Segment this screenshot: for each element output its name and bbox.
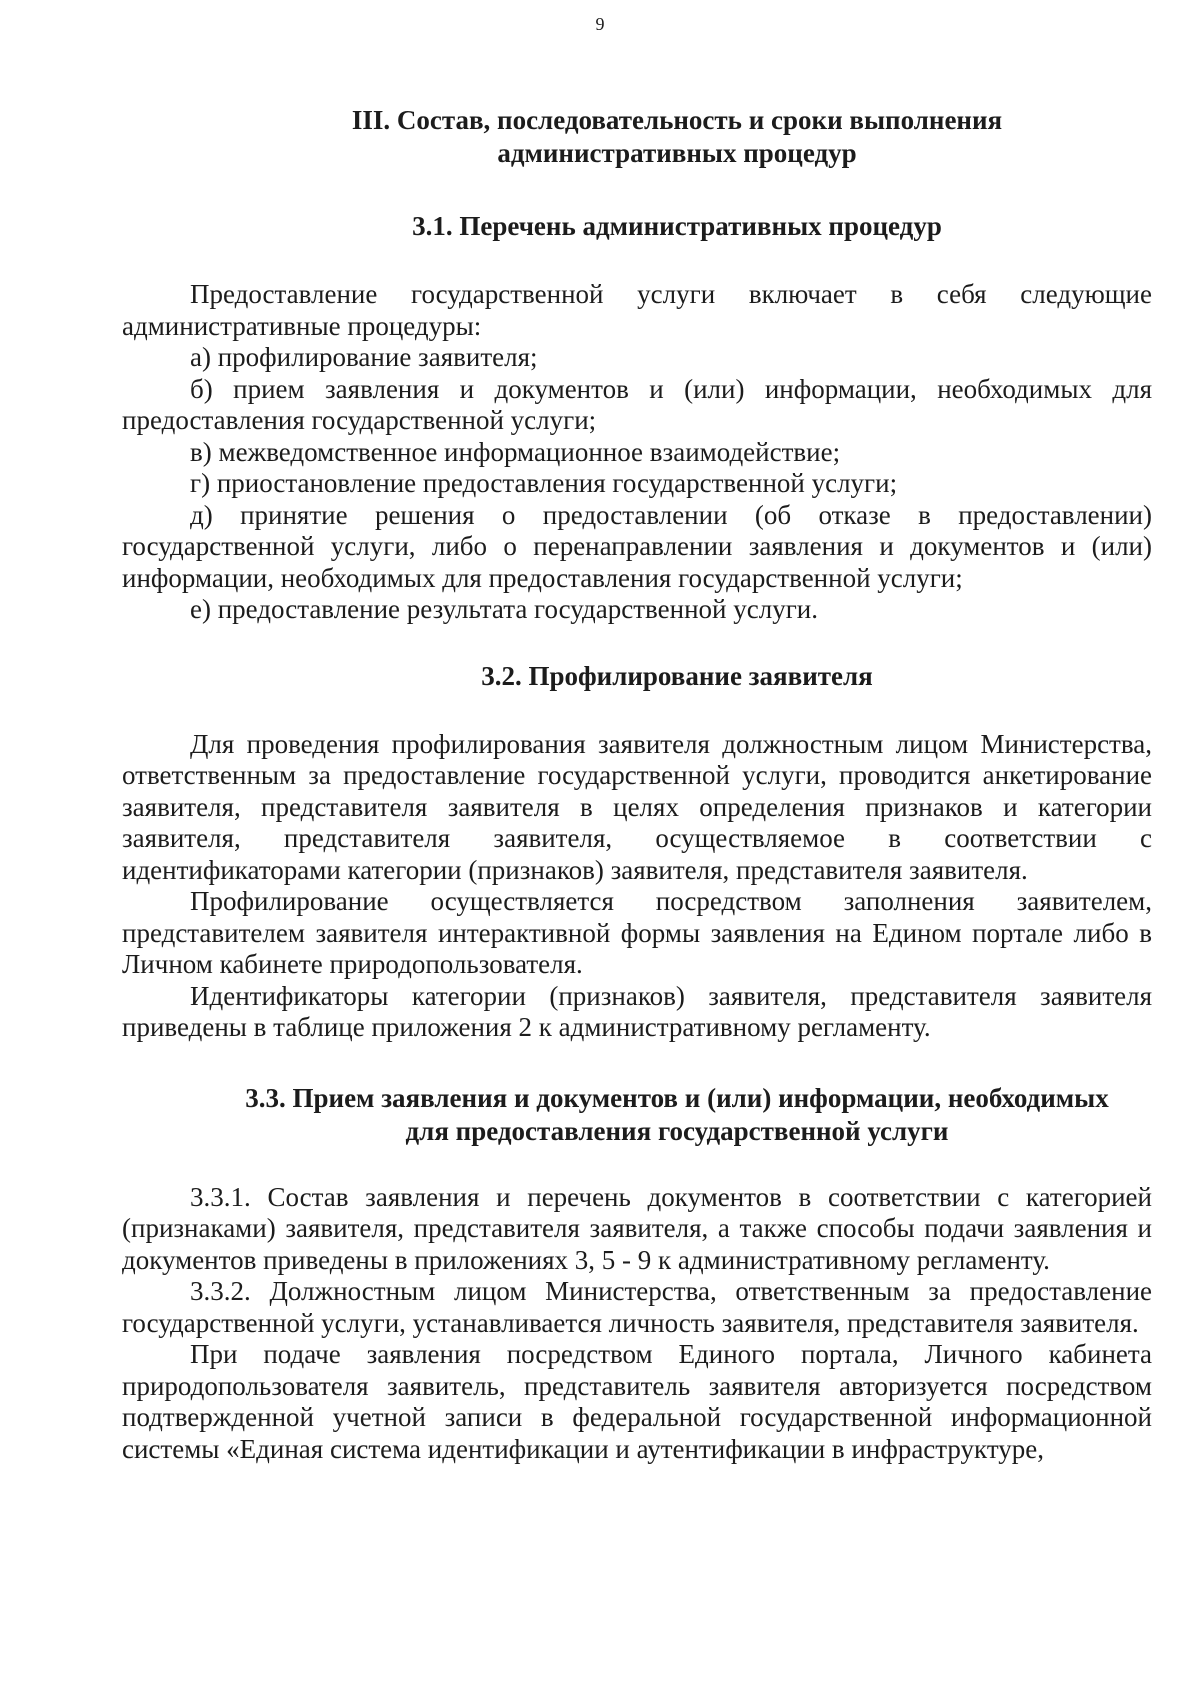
paragraph-3-3-2: 3.3.2. Должностным лицом Министерства, ответственным за предоставление государственной услуги, устанавливается личность заявителя, представителя заявителя. [122,1276,1152,1338]
paragraph-profiling-3: Идентификаторы категории (признаков) заявителя, представителя заявителя приведены в таблице приложения 2 к административному регламенту. [122,980,1152,1042]
paragraph-profiling-2: Профилирование осуществляется посредством заполнения заявителем, представителем заявителя интерактивной формы заявления на Едином портале либо в Личном кабинете природопользователя. [122,886,1152,979]
list-item-d: д) принятие решения о предоставлении (об отказе в предоставлении) государственной услуги, либо о перенаправлении заявления и документов и (или) информации, необходимых для предоставления государственной услуги; [122,499,1152,593]
subsection-3-2-heading: 3.2. Профилирование заявителя [481,660,873,691]
list-item-b: б) прием заявления и документов и (или) информации, необходимых для предоставления государственной услуги; [122,373,1152,435]
list-item-e: е) предоставление результата государственной услуги. [190,594,818,624]
paragraph-3-3-1: 3.3.1. Состав заявления и перечень документов в соответствии с категорией (признаками) заявителя, представителя заявителя, а также способы подачи заявления и документов приведены в приложениях 3, 5 - 9 к административному регламенту. [122,1181,1152,1275]
paragraph-portal-auth: При подаче заявления посредством Единого портала, Личного кабинета природопользователя заявитель, представитель заявителя авторизуется посредством подтвержденной учетной записи в федеральной государственной информационной системы «Единая система идентификации и аутентификации в инфраструктуре, [122,1339,1152,1464]
subsection-3-1-heading: 3.1. Перечень административных процедур [412,211,942,241]
subsection-3-3-heading [122,1082,1152,1148]
section-heading-line-2: административных процедур [497,138,857,168]
list-item-a: а) профилирование заявителя; [190,342,538,372]
list-item-g: г) приостановление предоставления государственной услуги; [190,468,898,498]
paragraph-profiling-1: Для проведения профилирования заявителя должностным лицом Министерства, ответственным за предоставление государственной услуги, проводится анкетирование заявителя, представителя заявителя в целях определения признаков и категории заявителя, представителя заявителя, осуществляемое в соответствии с идентификаторами категории (признаков) заявителя, представителя заявителя. [122,728,1152,885]
document-body [122,104,1152,1465]
section-heading-line-1: III. Состав, последовательность и сроки выполнения [351,105,1003,135]
page-number: 9 [595,14,605,34]
section-heading [122,104,1152,170]
list-item-v: в) межведомственное информационное взаимодействие; [190,436,841,467]
subsection-3-3-heading-line-1: 3.3. Прием заявления и документов и (или) информации, необходимых [245,1082,1109,1113]
paragraph-intro: Предоставление государственной услуги включает в себя следующие административные процедуры: [122,279,1152,341]
subsection-3-3-heading-line-2: для предоставления государственной услуги [405,1115,949,1146]
